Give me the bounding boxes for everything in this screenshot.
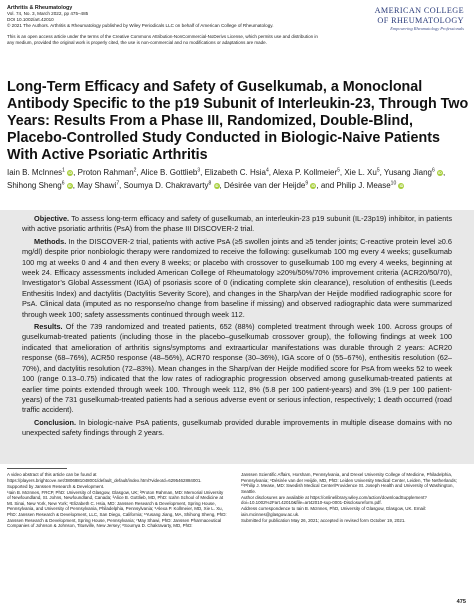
methods-label: Methods. xyxy=(34,236,67,246)
author-name: Soumya D. Chakravarty xyxy=(123,180,209,190)
orcid-icon[interactable]: iD xyxy=(214,183,219,188)
author-affiliation: 1 xyxy=(62,167,65,173)
author-affiliation: 3 xyxy=(197,167,201,173)
orcid-icon[interactable]: iD xyxy=(67,183,72,188)
abstract-conclusion xyxy=(22,418,452,439)
footnotes-left xyxy=(7,472,227,529)
author-affiliation: 10 xyxy=(390,180,397,187)
author-name: Elizabeth C. Hsia xyxy=(204,167,266,177)
author-item: Iain B. McInnes$^1$ iD, xyxy=(7,167,76,177)
footnote-support: Supported by Janssen Research & Development. xyxy=(7,483,105,489)
author-name: Alexa P. Kollmeier xyxy=(272,167,338,177)
logo-line1: AMERICAN COLLEGE xyxy=(374,6,464,15)
footnote-disclosures[interactable]: Author disclosures are available at https://onlinelibrary.wiley.com/action/downloadSupplement?doi=10.1002%2Fart.42010&file=art42010-sup-0001-Disclosureform.pdf. xyxy=(241,494,427,506)
page-number: 475 xyxy=(456,599,466,605)
author-name: Alice B. Gottlieb xyxy=(140,167,198,177)
journal-volume: Vol. 74, No. 3, March 2022, pp 475–485 xyxy=(7,11,89,17)
footnote-divider xyxy=(7,468,67,469)
orcid-icon[interactable]: iD xyxy=(438,170,442,175)
abstract-methods xyxy=(22,237,452,320)
author-item: May Shawi$^7$, xyxy=(77,180,122,190)
author-name: Xie L. Xu xyxy=(344,167,377,177)
conclusion-label: Conclusion. xyxy=(34,417,77,427)
author-item: Elizabeth C. Hsia$^4$, xyxy=(204,167,271,177)
orcid-icon[interactable]: iD xyxy=(399,183,404,188)
footnote-affiliations-cont: Janssen Scientific Affairs, Horsham, Pennsylvania, and Drexel University College of Medicine, Philadelphia, Pennsylvania; ⁹Désirée van der Heijde, MD, PhD: Leiden University Medical Center, Leiden, The Netherlands; ¹⁰Philip J. Mease, MD: Swedish Medical Center/Providence St. Joseph Health and University of Washington, Seattle. xyxy=(241,472,457,494)
footnote-submission: Submitted for publication May 26, 2021; accepted in revised form October 19, 2021. xyxy=(241,518,406,524)
author-name: Iain B. McInnes xyxy=(7,167,63,177)
author-affiliation: 4 xyxy=(265,167,269,173)
author-affiliation: 5 xyxy=(337,167,340,173)
orcid-icon[interactable]: iD xyxy=(311,183,316,188)
author-affiliation: 6 xyxy=(431,167,435,173)
author-item: Shihong Sheng$^6$ iD, xyxy=(7,180,75,190)
author-affiliation: 8 xyxy=(208,180,212,187)
author-item: Alexa P. Kollmeier$^5$, xyxy=(272,167,343,177)
abstract-results xyxy=(22,322,452,416)
license-notice: This is an open access article under the terms of the Creative Commons Attribution-NonCommercial-NoDerivs License, which permits use and distribution in any medium, provided the original work is properly cited, the use is non-commercial and no modifications or adaptations are made. xyxy=(7,34,318,45)
journal-doi[interactable]: DOI 10.1002/art.42010 xyxy=(7,17,54,22)
author-name: Proton Rahman xyxy=(77,167,134,177)
footnote-affiliations: ¹Iain B. McInnes, FRCP, PhD: University of Glasgow, Glasgow, UK; ²Proton Rahman, MD: Memorial University of Newfoundland, St. Johns, Newfoundland, Canada; ³Alice B. Gottlieb, MD, PhD: Icahn School of Medicine at Mt. Sinai, New York, New York; ⁴Elizabeth C. Hsia, MD: Janssen Research & Development, Spring House, Pennsylvania, and University of Pennsylvania, Philadelphia, Pennsylvania; ⁵Alexa P. Kollmeier, MD, Xie L. Xu, PhD: Janssen Research & Development, LLC, San Diego, California; ⁶Yusang Jiang, MA, Shihong Sheng, PhD: Janssen Research & Development, Spring House, Pennsylvania; ⁷May Shawi, PhD: Janssen Pharmaceutical Companies of Johnson & Johnson, Titusville, New Jersey; ⁸Soumya D. Chakravarty, MD, PhD: xyxy=(7,489,227,529)
author-item: Proton Rahman$^2$, xyxy=(77,167,139,177)
abstract-text xyxy=(22,214,452,441)
author-item: Soumya D. Chakravarty$^8$ iD, xyxy=(123,180,222,190)
author-name: and Philip J. Mease xyxy=(320,180,391,190)
author-affiliation: 7 xyxy=(116,180,120,187)
logo-tagline: Empowering Rheumatology Professionals xyxy=(390,26,464,31)
author-affiliation: 6 xyxy=(61,180,65,187)
author-list xyxy=(7,165,469,192)
footnotes-right xyxy=(241,472,467,524)
copyright-notice: © 2021 The Authors. Arthritis & Rheumatology published by Wiley Periodicals LLC on behalf of American College of Rheumatology. xyxy=(7,22,274,28)
page-header xyxy=(7,5,467,77)
conclusion-text: In biologic-naive PsA patients, guselkumab provided durable improvements in multiple disease domains with no unexpected safety findings through 2 years. xyxy=(22,417,452,438)
footnote-video[interactable]: A video abstract of this article can be found at https://players.brightcove.net/3806881048001/default_default/index.html?videoId=6295462884001. xyxy=(7,472,202,483)
abstract-box xyxy=(0,210,474,464)
abstract-objective xyxy=(22,214,452,235)
author-name: Yusang Jiang xyxy=(383,167,432,177)
author-item: Alice B. Gottlieb$^3$, xyxy=(140,167,203,177)
author-name: Shihong Sheng xyxy=(7,180,62,190)
objective-label: Objective. xyxy=(34,214,70,223)
results-label: Results. xyxy=(34,322,63,332)
results-text: Of the 739 randomized and treated patients, 652 (88%) completed treatment through week 100. Across groups of guselkumab-treated patients (including those in the placebo–guselkumab crossover group), the following findings at week 100 indicated that amelioration of arthritis signs/symptoms and extraarticular manifestations was durable through 2 years: ACR20 response (68–76%), ACR50 response (48–56%), ACR70 response (30–36%), IGA score of 0 (55–67%), enthesitis resolution (62–70%), and dactylitis resolution (72–83%). Mean changes in the Sharp/van der Heijde modified score for PsA from weeks 52 to week 100 (range 0.13–0.75) indicated that the low rates of radiographic progression observed among guselkumab-treated patients at earlier time points extended through week 100. Through week 112, 8% (5.8 per 100 patient-years) and 3% (1.9 per 100 patient-years) of the 731 guselkumab-treated patients had a serious adverse event or serious infection, respectively; 1 death occurred (road traffic accident). xyxy=(22,322,452,415)
author-item: Xie L. Xu$^5$, xyxy=(344,167,382,177)
author-name: May Shawi xyxy=(77,180,117,190)
orcid-icon[interactable]: iD xyxy=(68,170,72,175)
journal-info xyxy=(7,5,307,28)
methods-text: In the DISCOVER-2 trial, patients with active PsA (≥5 swollen joints and ≥5 tender joints; C-reactive protein level ≥0.6 mg/dl) despite prior nonbiologic therapy were randomized to receive the following: guselkumab 100 mg every 4 weeks; guselkumab 100 mg at weeks 0 and 4 and then every 8 weeks; or placebo with crossover to guselkumab 100 mg every 4 weeks, beginning at week 24. Efficacy assessments included American College of Rheumatology ≥20%/50%/70% improvement criteria (ACR20/50/70), Investigator’s Global Assessment (IGA) of psoriasis score of 0 (indicating complete skin clearance), resolution of enthesitis (Leeds Enthesitis Index) and dactylitis (Dactylitis Severity Score), and changes in the Sharp/van der Heijde modified radiographic score for PsA. Clinical data (imputed as no response/no change from baseline if missing) and observed radiographic data were summarized through week 100; safety assessments continued through week 112. xyxy=(22,236,452,319)
author-item xyxy=(321,181,405,190)
article-title: Long-Term Efficacy and Safety of Guselkumab, a Monoclonal Antibody Specific to the p19 Subunit of Interleukin-23, Through Two Years: Results From a Phase III, Randomized, Double-Blind, Placebo-Controlled Study Conducted in Biologic-Naive Patients With Active Psoriatic Arthritis xyxy=(7,79,469,164)
journal-name: Arthritis & Rheumatology xyxy=(7,5,73,11)
acr-logo xyxy=(334,6,464,32)
author-item: Désirée van der Heijde$^9$ iD, xyxy=(223,180,319,190)
author-affiliation: 9 xyxy=(305,180,309,187)
author-affiliation: 2 xyxy=(133,167,137,173)
footnote-correspondence: Address correspondence to Iain B. McInnes, PhD, University of Glasgow, Glasgow, UK. Email: iain.mcinnes@glasgow.ac.uk. xyxy=(241,506,427,518)
objective-text: To assess long-term efficacy and safety of guselkumab, an interleukin-23 p19 subunit (IL-23p19) inhibitor, in patients with active psoriatic arthritis (PsA) from the phase III DISCOVER-2 trial. xyxy=(22,214,452,234)
author-item: Yusang Jiang$^6$ iD, xyxy=(383,167,446,177)
author-affiliation: 5 xyxy=(376,167,380,173)
author-name: Désirée van der Heijde xyxy=(223,180,306,190)
logo-line2: OF RHEUMATOLOGY xyxy=(377,16,464,25)
